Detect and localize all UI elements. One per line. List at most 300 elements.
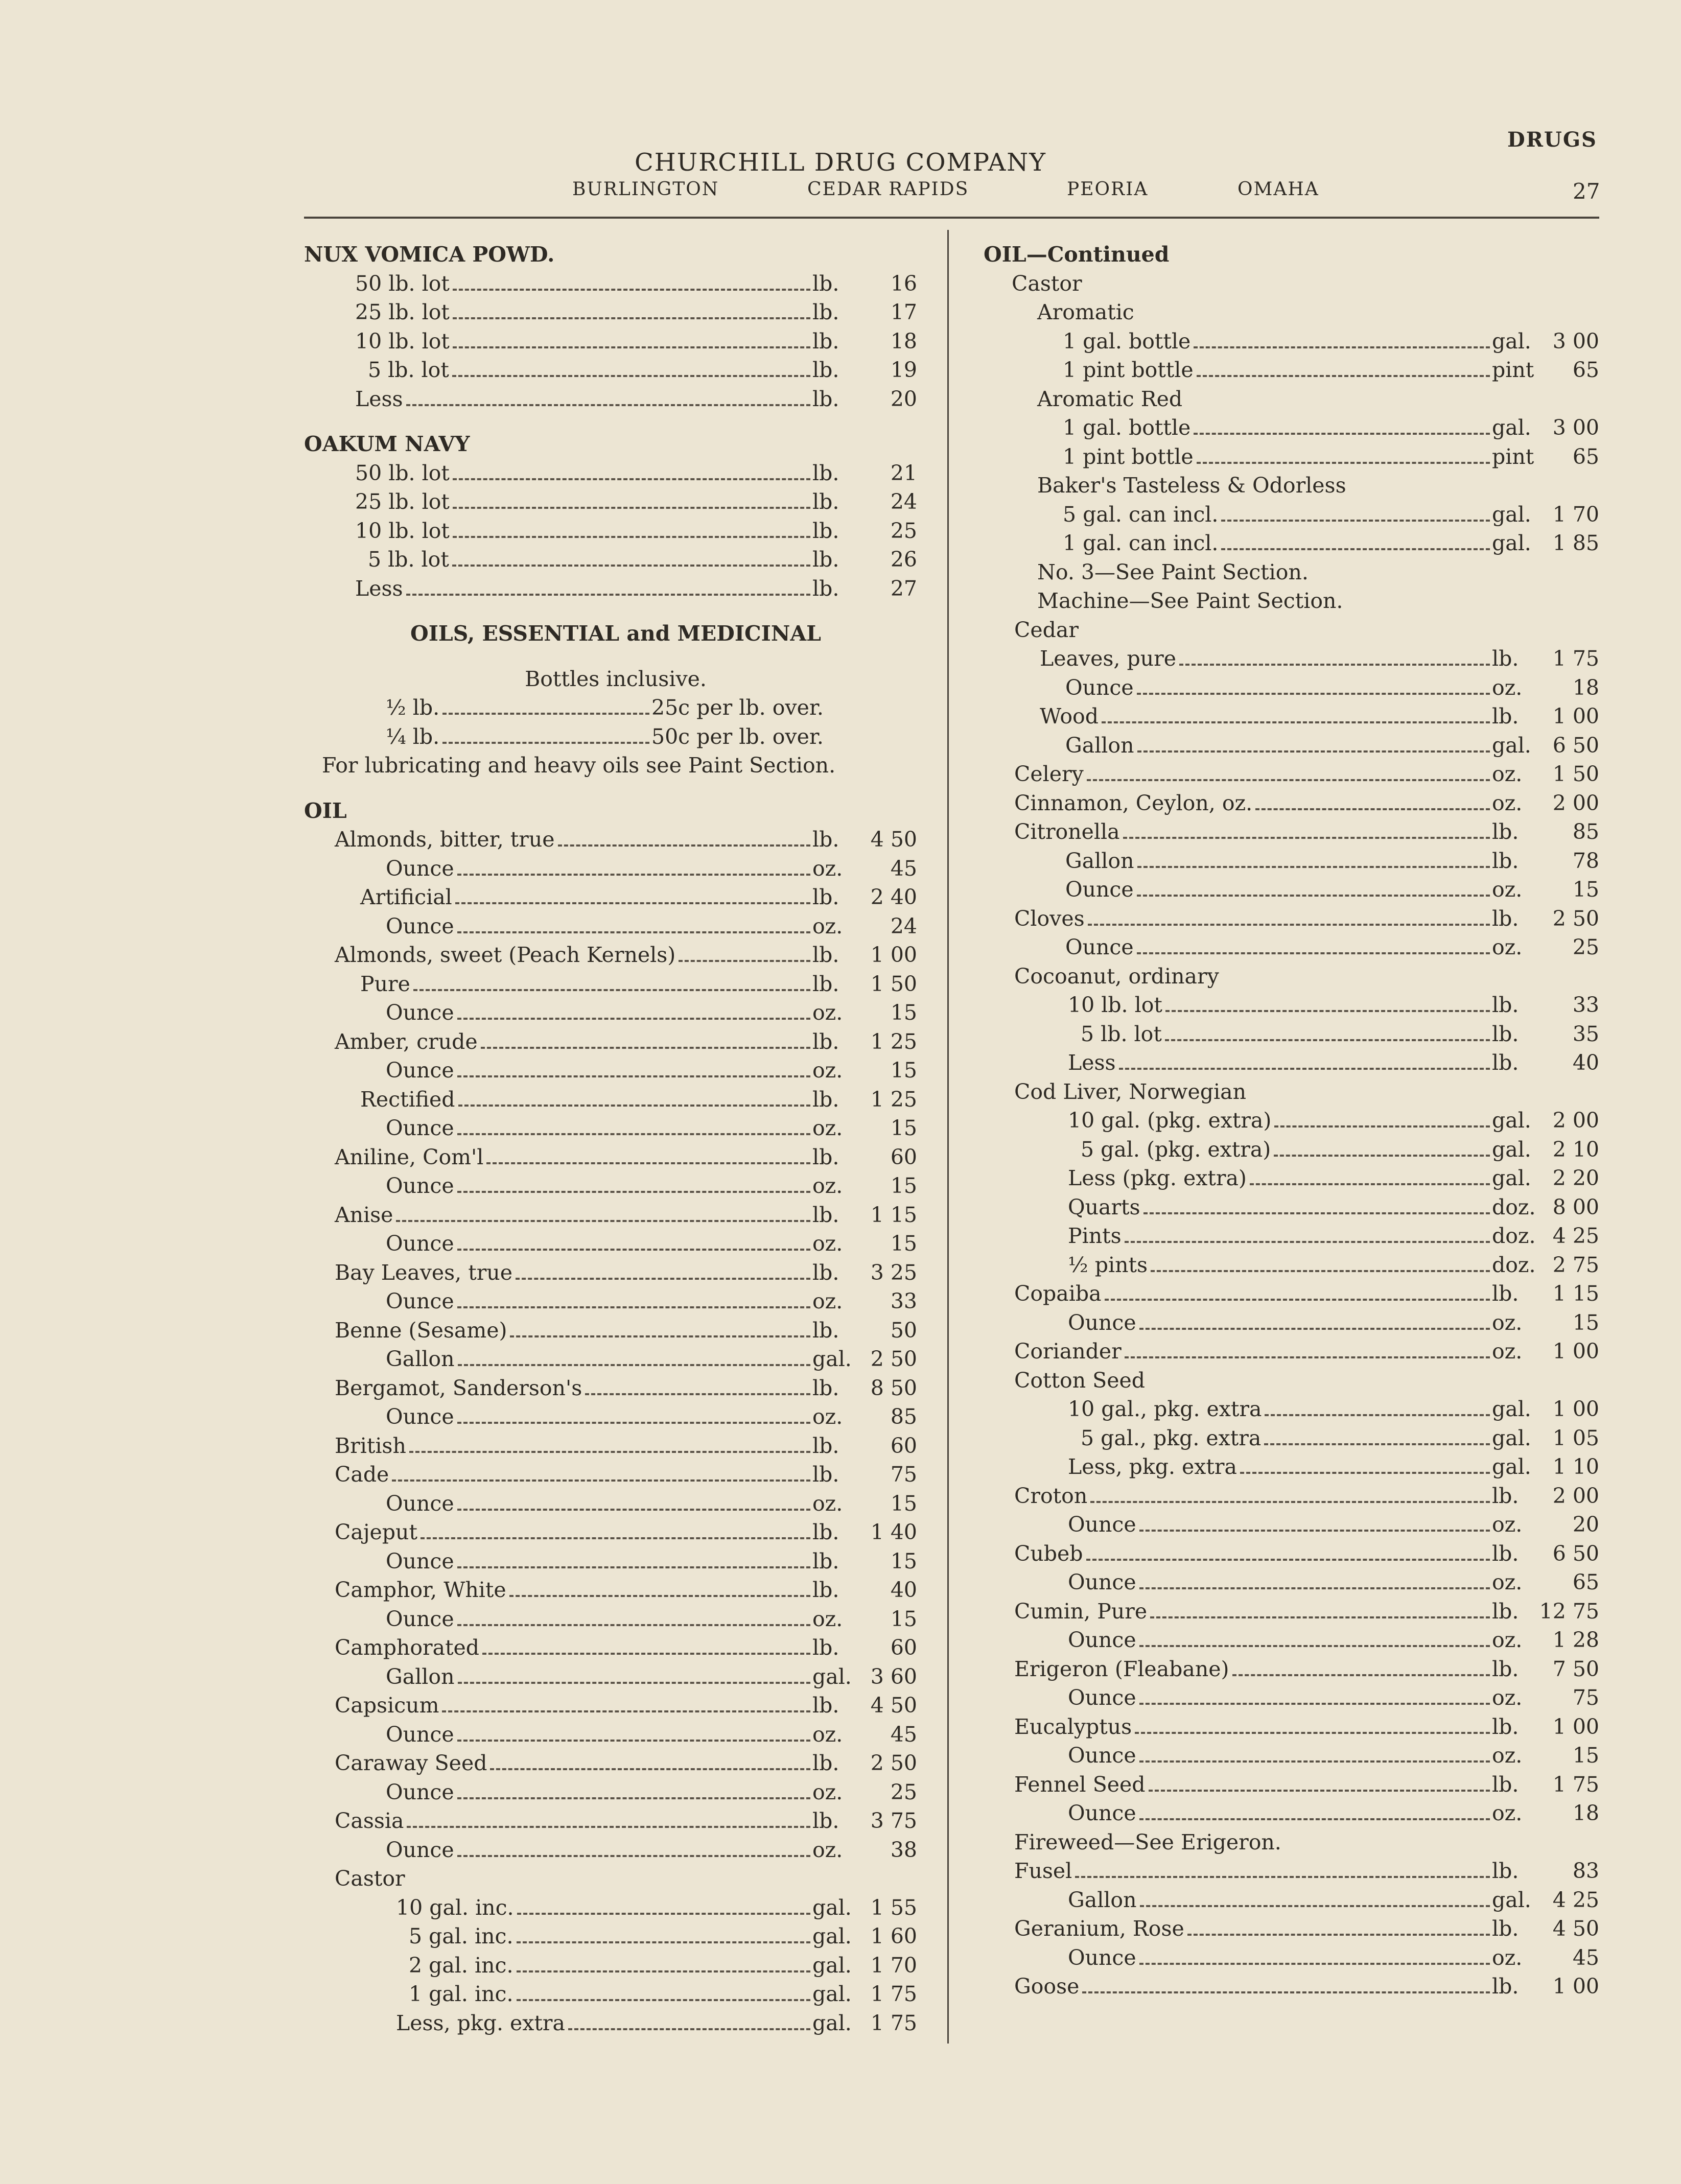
item-name: Ounce xyxy=(1068,1743,1136,1768)
item-unit: lb. xyxy=(812,1751,839,1775)
city-peoria: PEORIA xyxy=(1067,179,1149,200)
list-item xyxy=(304,854,927,883)
item-name: 50 lb. lot xyxy=(355,460,450,485)
item-price: 15 xyxy=(890,1000,917,1025)
dot-leader xyxy=(453,317,810,319)
item-name: Capsicum xyxy=(335,1693,439,1718)
item-name: Ounce xyxy=(1068,1310,1136,1335)
item-name: Croton xyxy=(1014,1483,1088,1508)
item-unit: oz. xyxy=(812,913,843,938)
item-unit: gal. xyxy=(1492,733,1531,758)
list-item xyxy=(984,413,1599,442)
dot-leader xyxy=(517,1999,810,2001)
dot-leader xyxy=(1088,924,1490,926)
section-spacer xyxy=(304,413,927,430)
list-item xyxy=(304,1374,927,1403)
list-item xyxy=(304,1345,927,1374)
list-item xyxy=(984,1568,1599,1597)
list-item xyxy=(984,962,1599,991)
list-item xyxy=(304,1720,927,1749)
list-item xyxy=(304,487,927,516)
item-price: 2 00 xyxy=(1552,1108,1599,1133)
item-unit: oz. xyxy=(812,1606,843,1631)
item-price: 85 xyxy=(1572,819,1599,844)
list-item xyxy=(304,1056,927,1085)
item-price: 1 70 xyxy=(1552,502,1599,527)
item-name: Pints xyxy=(1068,1224,1122,1248)
item-name: Less xyxy=(355,576,403,601)
item-unit: gal. xyxy=(812,1664,852,1689)
item-unit: lb. xyxy=(812,1202,839,1227)
list-item xyxy=(984,1828,1599,1857)
item-price: 2 00 xyxy=(1552,1483,1599,1508)
item-unit: gal. xyxy=(1492,531,1531,555)
dot-leader xyxy=(1105,1299,1490,1301)
item-name: Artificial xyxy=(360,885,452,909)
list-item xyxy=(984,1048,1599,1077)
item-name: Ounce xyxy=(386,913,454,938)
list-item xyxy=(304,665,927,694)
item-unit: lb. xyxy=(1492,646,1519,671)
dot-leader xyxy=(1255,808,1490,810)
list-item xyxy=(304,269,927,298)
item-name: Ounce xyxy=(386,1000,454,1025)
item-name: No. 3—See Paint Section. xyxy=(1037,559,1309,584)
list-item xyxy=(304,1258,927,1287)
list-item xyxy=(984,817,1599,847)
list-item xyxy=(984,731,1599,760)
list-item xyxy=(304,1605,927,1634)
dot-leader xyxy=(457,931,810,933)
item-unit: oz. xyxy=(812,1173,843,1198)
item-price: 3 75 xyxy=(870,1809,917,1833)
item-price: 17 xyxy=(890,300,917,324)
item-price: 1 10 xyxy=(1552,1454,1599,1479)
item-name: Almonds, sweet (Peach Kernels) xyxy=(335,943,676,967)
item-name: Machine—See Paint Section. xyxy=(1037,589,1343,613)
list-item xyxy=(984,1452,1599,1482)
item-unit: lb. xyxy=(812,1693,839,1718)
item-unit: oz. xyxy=(1492,1512,1523,1537)
item-name: Less, pkg. extra xyxy=(1068,1454,1237,1479)
dot-leader xyxy=(1125,1356,1490,1358)
item-name: Pure xyxy=(360,971,410,996)
item-name: Citronella xyxy=(1014,819,1120,844)
dot-leader xyxy=(457,1797,810,1799)
list-item xyxy=(304,751,927,780)
item-price: 1 00 xyxy=(1552,1714,1599,1739)
item-unit: lb. xyxy=(812,1635,839,1660)
item-price: 20 xyxy=(890,386,917,411)
item-unit: gal. xyxy=(1492,328,1531,354)
item-name: 5 gal. (pkg. extra) xyxy=(1081,1137,1271,1162)
dot-leader xyxy=(407,1826,810,1828)
item-unit: gal. xyxy=(812,1895,852,1920)
dot-leader xyxy=(1165,1039,1490,1041)
item-price: 2 40 xyxy=(870,885,917,909)
item-unit: lb. xyxy=(812,971,839,996)
list-item xyxy=(984,1972,1599,2001)
item-name: Gallon xyxy=(386,1664,455,1689)
item-name: Ounce xyxy=(386,856,454,881)
item-unit: oz. xyxy=(812,856,843,881)
item-unit: oz. xyxy=(1492,675,1523,700)
item-unit: 50c per lb. over. xyxy=(651,724,824,749)
list-item xyxy=(304,574,927,603)
item-name: Fennel Seed xyxy=(1014,1772,1146,1797)
item-unit: lb. xyxy=(812,1087,839,1112)
item-unit: lb. xyxy=(1492,1772,1519,1797)
item-price: 1 28 xyxy=(1552,1628,1599,1652)
list-item xyxy=(984,327,1599,356)
dot-leader xyxy=(442,713,649,715)
item-unit: lb. xyxy=(1492,1916,1519,1941)
item-name: Coriander xyxy=(1014,1339,1122,1364)
dot-leader xyxy=(457,1133,810,1135)
list-item xyxy=(984,991,1599,1020)
item-unit: 25c per lb. over. xyxy=(651,695,824,720)
list-item xyxy=(984,1482,1599,1511)
item-unit: lb. xyxy=(812,547,839,572)
list-item xyxy=(984,471,1599,500)
item-unit: lb. xyxy=(812,1144,839,1169)
list-item xyxy=(984,1135,1599,1164)
dot-leader xyxy=(1194,433,1490,435)
dot-leader xyxy=(455,902,810,904)
item-price: 20 xyxy=(1572,1512,1599,1537)
item-price: 1 50 xyxy=(1552,762,1599,786)
item-unit: lb. xyxy=(1492,906,1519,931)
list-item xyxy=(304,970,927,999)
item-name: British xyxy=(335,1433,406,1458)
dot-leader xyxy=(517,1941,810,1943)
item-name: Ounce xyxy=(1068,1685,1136,1710)
item-name: 10 lb. lot xyxy=(355,518,450,543)
item-unit: gal. xyxy=(812,1982,852,2006)
item-price: 4 50 xyxy=(870,1693,917,1718)
dot-leader xyxy=(1265,1414,1490,1416)
item-unit: lb. xyxy=(812,1433,839,1458)
city-omaha: OMAHA xyxy=(1238,179,1319,200)
dot-leader xyxy=(1165,1010,1490,1012)
item-price: 4 50 xyxy=(870,827,917,852)
dot-leader xyxy=(457,1422,810,1424)
item-unit: gal. xyxy=(1492,1887,1531,1912)
item-price: 6 50 xyxy=(1552,733,1599,758)
item-price: 60 xyxy=(890,1635,917,1660)
item-name: Ounce xyxy=(1068,1801,1136,1825)
list-item xyxy=(304,1229,927,1258)
item-name: Eucalyptus xyxy=(1014,1714,1132,1739)
item-name: 1 gal. inc. xyxy=(409,1982,513,2006)
item-unit: lb. xyxy=(1492,1281,1519,1306)
item-unit: lb. xyxy=(1492,848,1519,873)
heading-text: OIL—Continued xyxy=(984,242,1170,267)
item-price: 15 xyxy=(1572,1310,1599,1335)
dot-leader xyxy=(490,1768,810,1770)
list-item xyxy=(984,702,1599,731)
item-name: Wood xyxy=(1040,704,1099,729)
item-price: 75 xyxy=(890,1462,917,1487)
item-name: 2 gal. inc. xyxy=(409,1953,513,1978)
item-name: 10 gal., pkg. extra xyxy=(1068,1397,1262,1421)
item-price: 2 50 xyxy=(870,1347,917,1371)
item-unit: oz. xyxy=(812,1058,843,1083)
section-spacer xyxy=(304,603,927,619)
dot-leader xyxy=(1151,1270,1490,1272)
dot-leader xyxy=(1139,1587,1490,1589)
dot-leader xyxy=(452,375,810,377)
list-item xyxy=(984,904,1599,933)
item-price: 1 75 xyxy=(1552,646,1599,671)
dot-leader xyxy=(406,404,810,406)
right-column xyxy=(984,240,1599,2001)
list-item xyxy=(304,1922,927,1951)
left-column xyxy=(304,240,927,2037)
dot-leader xyxy=(568,2028,810,2030)
dot-leader xyxy=(1102,721,1490,723)
dot-leader xyxy=(458,1105,810,1107)
item-price: 1 55 xyxy=(870,1895,917,1920)
dot-leader xyxy=(458,1682,810,1684)
dot-leader xyxy=(392,1480,810,1482)
dot-leader xyxy=(453,536,810,538)
item-name: Ounce xyxy=(1068,1570,1136,1594)
item-name: Copaiba xyxy=(1014,1281,1102,1306)
dot-leader xyxy=(679,960,810,962)
list-item xyxy=(984,1222,1599,1251)
item-name: Cade xyxy=(335,1462,389,1487)
item-price: 4 25 xyxy=(1552,1224,1599,1248)
item-unit: lb. xyxy=(1492,1656,1519,1681)
dot-leader xyxy=(458,1364,810,1366)
list-item xyxy=(984,1712,1599,1742)
list-item xyxy=(984,1164,1599,1193)
item-name: Ounce xyxy=(386,1404,454,1429)
list-item xyxy=(984,644,1599,673)
list-item xyxy=(304,1633,927,1662)
list-item xyxy=(984,558,1599,587)
list-item xyxy=(304,2009,927,2038)
list-item xyxy=(984,875,1599,904)
dot-leader xyxy=(1232,1674,1490,1676)
section-heading xyxy=(304,240,927,269)
item-name: 5 gal. can incl. xyxy=(1063,502,1219,527)
item-unit: oz. xyxy=(812,1779,843,1804)
item-unit: lb. xyxy=(812,518,839,543)
dot-leader xyxy=(481,1047,810,1049)
item-name: 5 lb. lot xyxy=(1081,1021,1162,1046)
list-item xyxy=(984,1683,1599,1712)
dot-leader xyxy=(442,742,649,744)
item-price: 1 00 xyxy=(1552,704,1599,729)
item-name: Cotton Seed xyxy=(1014,1368,1145,1393)
header-rule xyxy=(304,217,1599,219)
item-unit: oz. xyxy=(812,1837,843,1862)
list-item xyxy=(304,1460,927,1489)
dot-leader xyxy=(558,844,810,847)
item-unit: lb. xyxy=(1492,1483,1519,1508)
dot-leader xyxy=(1075,1876,1490,1878)
dot-leader xyxy=(457,1566,810,1568)
list-item xyxy=(984,1914,1599,1943)
item-unit: gal. xyxy=(1492,1397,1531,1421)
item-price: 3 00 xyxy=(1552,415,1599,440)
list-item xyxy=(984,1799,1599,1828)
item-name: Cinnamon, Ceylon, oz. xyxy=(1014,790,1253,815)
item-name: Ounce xyxy=(1068,1628,1136,1652)
item-unit: lb. xyxy=(812,460,839,485)
item-unit: lb. xyxy=(812,943,839,967)
item-price: 2 20 xyxy=(1552,1166,1599,1190)
item-price: 15 xyxy=(1572,877,1599,902)
dot-leader xyxy=(1139,1818,1490,1820)
list-item xyxy=(984,385,1599,414)
item-price: 1 00 xyxy=(870,943,917,967)
item-unit: doz. xyxy=(1492,1194,1536,1219)
item-price: 3 00 xyxy=(1552,328,1599,354)
item-name: Gallon xyxy=(386,1347,455,1371)
item-price: 4 25 xyxy=(1552,1887,1599,1912)
item-name: Aromatic xyxy=(1037,300,1134,324)
item-price: 8 50 xyxy=(870,1375,917,1400)
item-price: 2 10 xyxy=(1552,1137,1599,1162)
item-price: 1 15 xyxy=(1552,1281,1599,1306)
list-item xyxy=(984,789,1599,818)
item-price: 19 xyxy=(890,358,917,382)
list-item xyxy=(304,1749,927,1778)
item-price: 15 xyxy=(890,1231,917,1256)
item-unit: oz. xyxy=(1492,1685,1523,1710)
item-unit: oz. xyxy=(812,1404,843,1429)
item-unit: lb. xyxy=(812,328,839,354)
dot-leader xyxy=(452,565,810,567)
item-unit: gal. xyxy=(1492,1108,1531,1133)
heading-text: NUX VOMICA POWD. xyxy=(304,242,555,267)
item-unit: doz. xyxy=(1492,1224,1536,1248)
item-name: Ounce xyxy=(1065,675,1134,700)
item-name: Ounce xyxy=(1065,935,1134,959)
list-item xyxy=(304,356,927,385)
item-unit: oz. xyxy=(1492,1628,1523,1652)
item-unit: oz. xyxy=(812,1722,843,1747)
list-item xyxy=(984,1857,1599,1886)
section-heading xyxy=(984,240,1599,269)
item-price: 65 xyxy=(1572,1570,1599,1594)
item-name: Camphorated xyxy=(335,1635,480,1660)
item-name: Cloves xyxy=(1014,906,1085,931)
item-price: 15 xyxy=(890,1173,917,1198)
dot-leader xyxy=(457,1249,810,1251)
list-item xyxy=(984,1510,1599,1539)
item-price: 1 00 xyxy=(1552,1974,1599,1999)
dot-leader xyxy=(1139,1328,1490,1330)
item-name: 5 gal. inc. xyxy=(409,1924,513,1948)
list-item xyxy=(304,1980,927,2009)
item-name: Benne (Sesame) xyxy=(335,1318,507,1343)
item-unit: oz. xyxy=(1492,762,1523,786)
item-unit: pint xyxy=(1492,358,1534,382)
item-name: Anise xyxy=(335,1202,393,1227)
item-name: ½ lb. xyxy=(386,695,440,720)
item-unit: lb. xyxy=(812,1548,839,1574)
city-burlington: BURLINGTON xyxy=(572,179,719,200)
list-item xyxy=(304,1576,927,1605)
list-item xyxy=(984,1655,1599,1684)
list-item xyxy=(304,298,927,327)
section-heading xyxy=(304,619,927,648)
item-name: Ounce xyxy=(386,1491,454,1516)
item-unit: lb. xyxy=(812,885,839,909)
dot-leader xyxy=(1119,1068,1490,1070)
dot-leader xyxy=(1264,1443,1490,1445)
item-price: 85 xyxy=(890,1404,917,1429)
item-price: 1 25 xyxy=(870,1029,917,1054)
item-price: 25 xyxy=(1572,935,1599,959)
item-unit: lb. xyxy=(812,1462,839,1487)
item-price: 40 xyxy=(890,1578,917,1602)
item-name: Gallon xyxy=(1065,733,1134,758)
item-price: 12 75 xyxy=(1539,1599,1599,1624)
list-item xyxy=(984,760,1599,789)
dot-leader xyxy=(1137,866,1490,868)
item-unit: lb. xyxy=(812,1260,839,1285)
item-unit: lb. xyxy=(812,358,839,382)
item-name: Almonds, bitter, true xyxy=(335,827,555,852)
dot-leader xyxy=(1179,664,1490,666)
list-item xyxy=(304,545,927,574)
item-name: Less xyxy=(1068,1050,1116,1075)
item-unit: gal. xyxy=(1492,1425,1531,1450)
item-price: 40 xyxy=(1572,1050,1599,1075)
item-price: 27 xyxy=(890,576,917,601)
list-item xyxy=(984,1020,1599,1049)
item-price: 2 00 xyxy=(1552,790,1599,815)
item-price: 60 xyxy=(890,1433,917,1458)
item-unit: lb. xyxy=(1492,704,1519,729)
list-item xyxy=(304,1402,927,1431)
dot-leader xyxy=(453,507,810,509)
item-price: 33 xyxy=(890,1289,917,1313)
item-price: 18 xyxy=(1572,1801,1599,1825)
item-name: Less, pkg. extra xyxy=(396,2010,565,2035)
item-unit: gal. xyxy=(812,2010,852,2035)
dot-leader xyxy=(457,1018,810,1020)
dot-leader xyxy=(457,1306,810,1308)
list-item xyxy=(984,269,1599,298)
dot-leader xyxy=(453,478,810,480)
dot-leader xyxy=(457,1740,810,1742)
item-unit: oz. xyxy=(812,1231,843,1256)
dot-leader xyxy=(457,1624,810,1626)
item-name: 50 lb. lot xyxy=(355,271,450,296)
item-price: 7 50 xyxy=(1552,1656,1599,1681)
company-name: CHURCHILL DRUG COMPANY xyxy=(635,148,1046,177)
item-name: Caraway Seed xyxy=(335,1751,487,1775)
list-item xyxy=(304,825,927,854)
list-item xyxy=(304,693,927,722)
dot-leader xyxy=(1137,693,1490,695)
item-name: Ounce xyxy=(386,1058,454,1083)
item-unit: lb. xyxy=(812,489,839,514)
item-price: 65 xyxy=(1572,444,1599,469)
dot-leader xyxy=(516,1278,810,1280)
item-name: ¼ lb. xyxy=(386,724,440,749)
dot-leader xyxy=(517,1970,810,1972)
item-unit: oz. xyxy=(1492,1570,1523,1594)
list-item xyxy=(304,1806,927,1836)
item-name: 25 lb. lot xyxy=(355,489,450,514)
